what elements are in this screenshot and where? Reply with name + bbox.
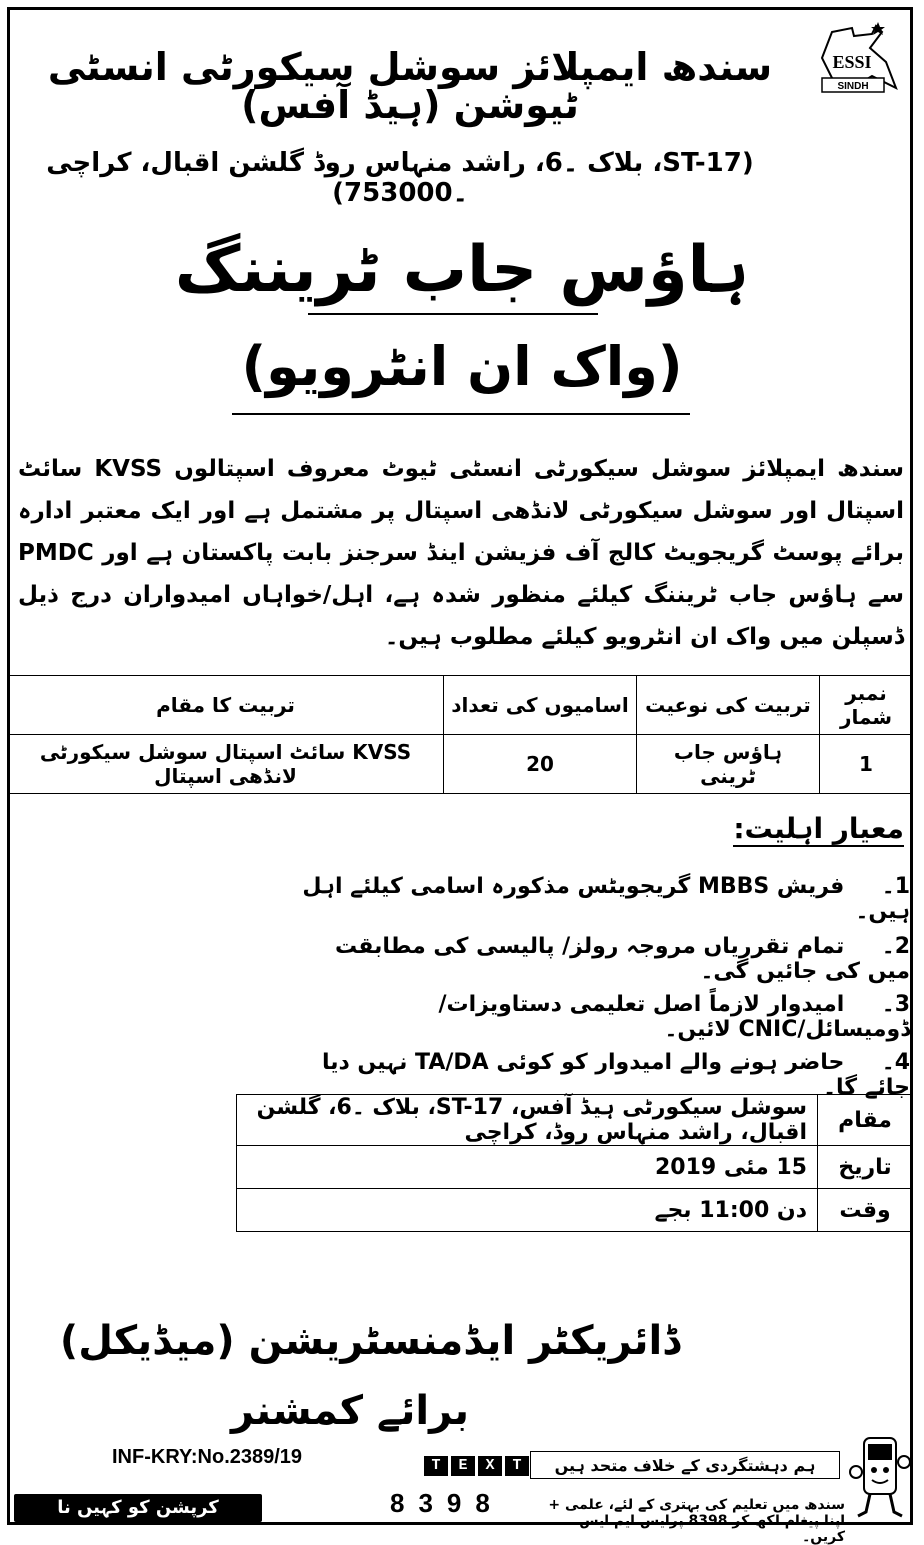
- criteria-item: [290, 992, 910, 1042]
- criteria-text: فریش MBBS گریجویٹس مذکورہ اسامی کیلئے اہل ہیں۔: [302, 874, 910, 924]
- subtitle-underline: [232, 413, 690, 415]
- table-header: اسامیوں کی تعداد: [444, 676, 637, 735]
- reference-number: INF-KRY:No.2389/19: [112, 1446, 303, 1468]
- venue-label: مقام: [818, 1095, 913, 1146]
- criteria-number: 2۔: [881, 934, 910, 959]
- director-title: ڈائریکٹر ایڈمنسٹریشن (میڈیکل): [59, 1318, 680, 1364]
- time-label: وقت: [818, 1189, 913, 1232]
- text-letter: X: [478, 1456, 502, 1476]
- criteria-heading: معیار اہلیت:: [733, 812, 904, 845]
- table-cell: 20: [444, 735, 637, 794]
- venue-value: سوشل سیکورٹی ہیڈ آفس، ST-17، بلاک ۔6، گلشن اقبال، راشد منہاس روڈ، کراچی: [237, 1095, 818, 1146]
- criteria-number: 3۔: [881, 992, 910, 1017]
- date-label: تاریخ: [818, 1146, 913, 1189]
- text-letter: T: [424, 1456, 448, 1476]
- criteria-text: حاضر ہونے والے امیدوار کو کوئی TA/DA نہیں دیا جائے گا۔: [321, 1050, 910, 1100]
- table-header-row: [8, 676, 913, 735]
- title-underline: [308, 313, 598, 315]
- sms-number: 8398: [390, 1488, 504, 1518]
- criteria-number: 4۔: [881, 1050, 910, 1075]
- table-row: [8, 735, 913, 794]
- criteria-number: 1۔: [881, 874, 910, 899]
- table-cell: ہاؤس جاب ٹرینی: [637, 735, 820, 794]
- table-cell: 1: [820, 735, 913, 794]
- education-note: سندھ میں تعلیم کی بہتری کے لئے، علمی + اپنا پیغام لکھ کر 8398 پرایس ایم ایس کریں۔: [548, 1497, 845, 1545]
- organization-address: (ST-17، بلاک ۔6، راشد منہاس روڈ گلشن اقبال، کراچی ۔753000): [46, 148, 754, 208]
- table-header: تربیت کا مقام: [8, 676, 444, 735]
- essi-logo: [812, 18, 904, 98]
- time-row: [7, 1189, 913, 1232]
- logo-text: ESSI: [832, 52, 872, 72]
- text-letter: E: [451, 1456, 475, 1476]
- organization-name: سندھ ایمپلائز سوشل سیکورٹی انسٹی ٹیوشن (ہیڈ آفس): [47, 45, 773, 127]
- venue-row: [7, 1095, 913, 1146]
- positions-table: [7, 675, 913, 794]
- text-letter: T: [505, 1456, 529, 1476]
- page-subtitle: (واک ان انٹرویو): [241, 335, 683, 398]
- commissioner-title: برائے کمشنر: [231, 1388, 469, 1434]
- criteria-item: [290, 874, 910, 924]
- text-badge: [424, 1456, 529, 1476]
- criteria-item: [290, 1050, 910, 1100]
- date-value: 15 مئی 2019: [237, 1146, 818, 1189]
- anti-corruption-banner: کرپشن کو کہیں نا: [14, 1494, 262, 1522]
- table-header: نمبر شمار: [820, 676, 913, 735]
- time-value: دن 11:00 بجے: [237, 1189, 818, 1232]
- date-row: [7, 1146, 913, 1189]
- intro-paragraph: سندھ ایمپلائز سوشل سیکورٹی انسٹی ٹیوٹ معروف اسپتالوں KVSS سائٹ اسپتال اور سوشل سیکورٹی لانڈھی اسپتال پر مشتمل ہے اور ایک معتبر ادارہ برائے پوسٹ گریجویٹ کالج آف فزیشن اینڈ سرجنز بابت پاکستان ہے اور PMDC سے ہاؤس جاب ٹریننگ کیلئے منظور شدہ ہے، اہل/خواہاں امیدواران درج ذیل ڈسپلن میں واک ان انٹرویو کیلئے مطلوب ہیں۔: [18, 456, 904, 650]
- logo-subtext: SINDH: [837, 81, 869, 92]
- mobile-phone-mascot-icon: [848, 1432, 912, 1520]
- table-header: تربیت کی نوعیت: [637, 676, 820, 735]
- criteria-text: تمام تقرریاں مروجہ رولز/ پالیسی کی مطابقت میں کی جائیں گی۔: [335, 934, 910, 984]
- table-cell: KVSS سائٹ اسپتال سوشل سیکورٹی لانڈھی اسپتال: [8, 735, 444, 794]
- criteria-item: [290, 934, 910, 984]
- anti-terror-slogan: ہم دہشتگردی کے خلاف متحد ہیں: [530, 1451, 840, 1479]
- interview-details-table: [7, 1094, 913, 1232]
- criteria-text: امیدوار لازماً اصل تعلیمی دستاویزات/ ڈومیسائل/CNIC لائیں۔: [438, 992, 910, 1042]
- page-title: ہاؤس جاب ٹریننگ: [174, 233, 750, 307]
